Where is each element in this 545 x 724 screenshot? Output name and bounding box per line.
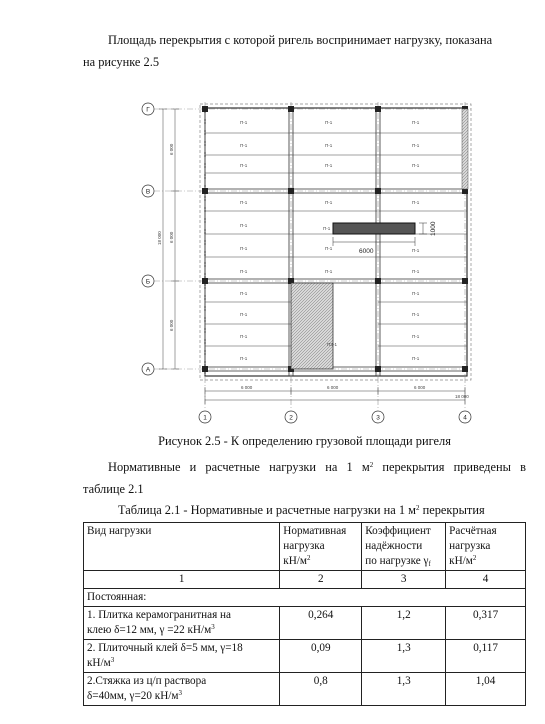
figure-caption: Рисунок 2.5 - К определению грузовой площади ригеля	[158, 434, 451, 448]
axis-label-col: 4	[463, 414, 467, 422]
slab-label: П-1	[240, 312, 248, 317]
slab-label: П-1	[325, 163, 333, 168]
load-coefficient: 1,2	[362, 607, 446, 640]
dim-left: 6 000	[169, 143, 174, 155]
slab-label: П-1	[412, 200, 420, 205]
load-design: 1,04	[446, 673, 526, 706]
slab-label: П-1	[412, 163, 420, 168]
slab-label: П-1	[240, 269, 248, 274]
load-design: 0,317	[446, 607, 526, 640]
column-number: 1	[84, 571, 280, 589]
hatched-area-label: ПЗ-1	[327, 342, 337, 347]
para2-word: расчетные	[205, 460, 260, 474]
dim-left: 18 000	[157, 231, 162, 245]
strip-width-label: 6000	[359, 248, 374, 255]
slab-label: П-1	[240, 143, 248, 148]
slab-label: П-1	[323, 226, 331, 231]
table-row	[84, 673, 526, 706]
axis-label-col: 2	[289, 414, 293, 422]
section-label: Постоянная:	[84, 589, 526, 607]
axis-label-col: 3	[376, 414, 380, 422]
dim-bottom: 6 000	[327, 385, 339, 390]
para2-word-unit: $м^2$	[361, 460, 374, 474]
para2-word: нагрузки	[269, 460, 317, 474]
axis-label-col: 1	[203, 414, 207, 422]
slab-label: П-1	[240, 334, 248, 339]
para2-word: в	[520, 460, 526, 474]
load-normative: 0,264	[280, 607, 362, 640]
para2-word: на	[325, 460, 338, 474]
axis-label-row: Г	[146, 106, 150, 114]
slab-label: П-1	[412, 248, 420, 253]
intro-line-2: на рисунке 2.5	[83, 55, 160, 69]
header-cell: Вид нагрузки	[84, 523, 280, 571]
intro-line-1: Площадь перекрытия с которой ригель воспринимает нагрузку, показана	[108, 33, 493, 47]
axis-label-row: В	[145, 188, 151, 196]
slab-label: П-1	[412, 269, 420, 274]
slab-label: П-1	[240, 163, 248, 168]
dim-left: 6 000	[169, 231, 174, 243]
slab-label: П-1	[412, 120, 420, 125]
axis-label-row: А	[145, 366, 151, 374]
table-title: Таблица 2.1 - Нормативные и расчетные нагрузки на 1 $м^2$ перекрытия	[118, 503, 485, 517]
load-normative: 0,8	[280, 673, 362, 706]
header-cell: Нормативная нагрузка $кН/м^2$	[280, 523, 362, 571]
para2-line-1	[108, 459, 526, 475]
slab-label: П-1	[412, 356, 420, 361]
slab-label: П-1	[325, 143, 333, 148]
table-header-row	[84, 523, 526, 571]
column-number: 2	[280, 571, 362, 589]
column-number: 4	[446, 571, 526, 589]
load-coefficient: 1,3	[362, 673, 446, 706]
load-name: 1. Плитка керамогранитная на клею δ=12 мм, γ =22 $кН/м^3$	[84, 607, 280, 640]
table-section-row	[84, 589, 526, 607]
slab-label: П-1	[240, 120, 248, 125]
dim-bottom: 6 000	[241, 385, 253, 390]
slab-label: П-1	[325, 269, 333, 274]
slab-label: П-1	[240, 246, 248, 251]
table-row	[84, 640, 526, 673]
dim-bottom: 18 000	[455, 394, 469, 399]
load-normative: 0,09	[280, 640, 362, 673]
slab-label: П-1	[240, 200, 248, 205]
table-row	[84, 607, 526, 640]
slab-label: П-1	[325, 200, 333, 205]
para2-word: и	[189, 460, 197, 474]
axis-label-row: Б	[145, 278, 151, 286]
slab-label: П-1	[240, 223, 248, 228]
slab-label: П-1	[325, 246, 333, 251]
para2-word: приведены	[453, 460, 511, 474]
dim-bottom: 6 000	[414, 385, 426, 390]
para2-word: Нормативные	[108, 460, 181, 474]
para2-word: 1	[346, 460, 353, 474]
slab-label: П-1	[412, 143, 420, 148]
slab-label: П-1	[325, 120, 333, 125]
dim-left: 6 000	[169, 319, 174, 331]
slab-label: П-1	[412, 291, 420, 296]
para2-line-2: таблице 2.1	[83, 482, 144, 496]
load-coefficient: 1,3	[362, 640, 446, 673]
header-cell: Расчётная нагрузка $кН/м^2$	[446, 523, 526, 571]
slab-label: П-1	[412, 334, 420, 339]
header-cell: Коэффициент надёжности по нагрузке $\gamma_f$	[362, 523, 446, 571]
floor-plan-figure	[135, 97, 480, 432]
strip-height-label: 1000	[430, 221, 437, 236]
load-design: 0,117	[446, 640, 526, 673]
para2-word: перекрытия	[382, 460, 445, 474]
column-number: 3	[362, 571, 446, 589]
slab-label: П-1	[240, 356, 248, 361]
load-name: 2. Плиточный клей δ=5 мм, γ=18 $кН/м^3$	[84, 640, 280, 673]
slab-label: П-1	[240, 291, 248, 296]
loads-table	[83, 522, 526, 706]
slab-label: П-1	[412, 312, 420, 317]
table-number-row	[84, 571, 526, 589]
load-name: 2.Стяжка из ц/п раствора δ=40мм, γ=20 $кН/м^3$	[84, 673, 280, 706]
